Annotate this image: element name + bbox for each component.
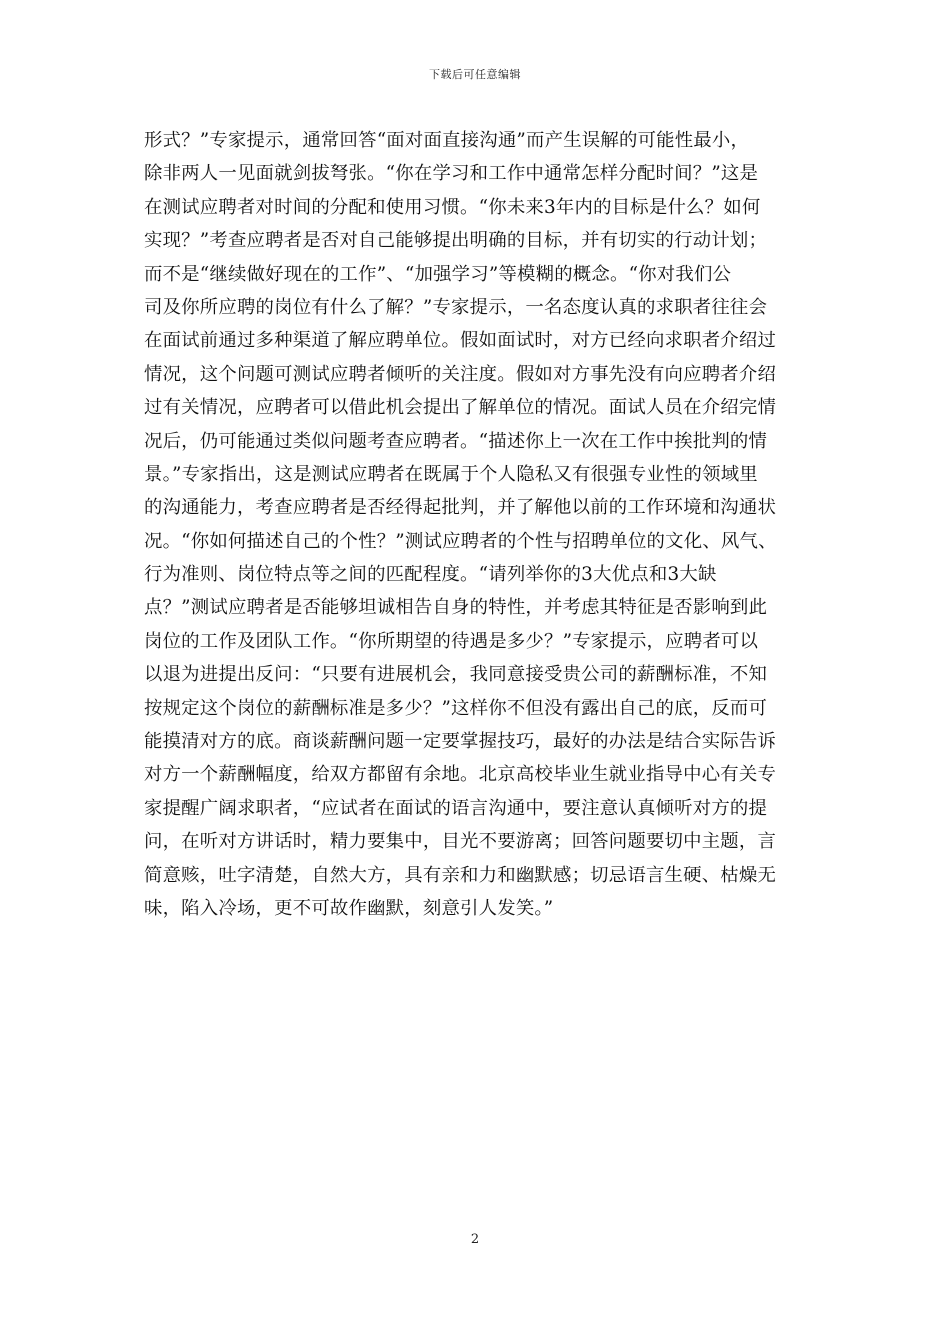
document-body xyxy=(144,124,824,925)
body-line: 按规定这个岗位的薪酬标准是多少？”这样你不但没有露出自己的底，反而可 xyxy=(144,697,768,719)
body-line: 点？”测试应聘者是否能够坦诚相告自身的特性，并考虑其特征是否影响到此 xyxy=(144,597,768,619)
body-line: 过有关情况，应聘者可以借此机会提出了解单位的情况。面试人员在介绍完情 xyxy=(144,397,777,419)
body-line: 味，陷入冷场，更不可故作幽默，刻意引人发笑。” xyxy=(144,897,554,919)
body-line: 简意赅，吐字清楚，自然大方，具有亲和力和幽默感；切忌语言生硬、枯燥无 xyxy=(144,864,777,886)
body-line: 能摸清对方的底。商谈薪酬问题一定要掌握技巧，最好的办法是结合实际告诉 xyxy=(144,731,777,753)
body-line: 以退为进提出反问：“只要有进展机会，我同意接受贵公司的薪酬标准，不知 xyxy=(144,664,768,686)
body-line: 在面试前通过多种渠道了解应聘单位。假如面试时，对方已经向求职者介绍过 xyxy=(144,330,777,352)
page-header: 下载后可任意编辑 xyxy=(429,68,521,81)
body-line: 景。”专家指出，这是测试应聘者在既属于个人隐私又有很强专业性的领域里 xyxy=(144,463,758,485)
body-line: 况后，仍可能通过类似问题考查应聘者。“描述你上一次在工作中挨批判的情 xyxy=(144,430,768,452)
body-line: 问，在听对方讲话时，精力要集中，目光不要游离；回答问题要切中主题，言 xyxy=(144,831,777,853)
body-line: 况。“你如何描述自己的个性？”测试应聘者的个性与招聘单位的文化、风气、 xyxy=(144,530,777,552)
body-line: 实现？”考查应聘者是否对自己能够提出明确的目标，并有切实的行动计划； xyxy=(144,230,768,252)
body-line: 情况，这个问题可测试应聘者倾听的关注度。假如对方事先没有向应聘者介绍 xyxy=(144,363,777,385)
body-line: 岗位的工作及团队工作。“你所期望的待遇是多少？”专家提示，应聘者可以 xyxy=(144,630,759,652)
body-line: 在测试应聘者对时间的分配和使用习惯。“你未来3年内的目标是什么？如何 xyxy=(144,196,761,218)
body-line: 司及你所应聘的岗位有什么了解？”专家提示，一名态度认真的求职者往往会 xyxy=(144,296,768,318)
body-line: 家提醒广阔求职者，“应试者在面试的语言沟通中，要注意认真倾听对方的提 xyxy=(144,797,768,819)
body-line: 形式？”专家提示，通常回答“面对面直接沟通”而产生误解的可能性最小， xyxy=(144,130,750,151)
page-number: 2 xyxy=(470,1232,480,1247)
body-line: 对方一个薪酬幅度，给双方都留有余地。北京高校毕业生就业指导中心有关专 xyxy=(144,764,777,786)
body-line: 行为准则、岗位特点等之间的匹配程度。“请列举你的3大优点和3大缺 xyxy=(144,564,717,586)
body-line: 而不是“继续做好现在的工作”、“加强学习”等模糊的概念。“你对我们公 xyxy=(144,263,732,285)
body-line: 除非两人一见面就剑拔弩张。“你在学习和工作中通常怎样分配时间？”这是 xyxy=(144,163,759,185)
body-line: 的沟通能力，考查应聘者是否经得起批判，并了解他以前的工作环境和沟通状 xyxy=(144,497,777,519)
